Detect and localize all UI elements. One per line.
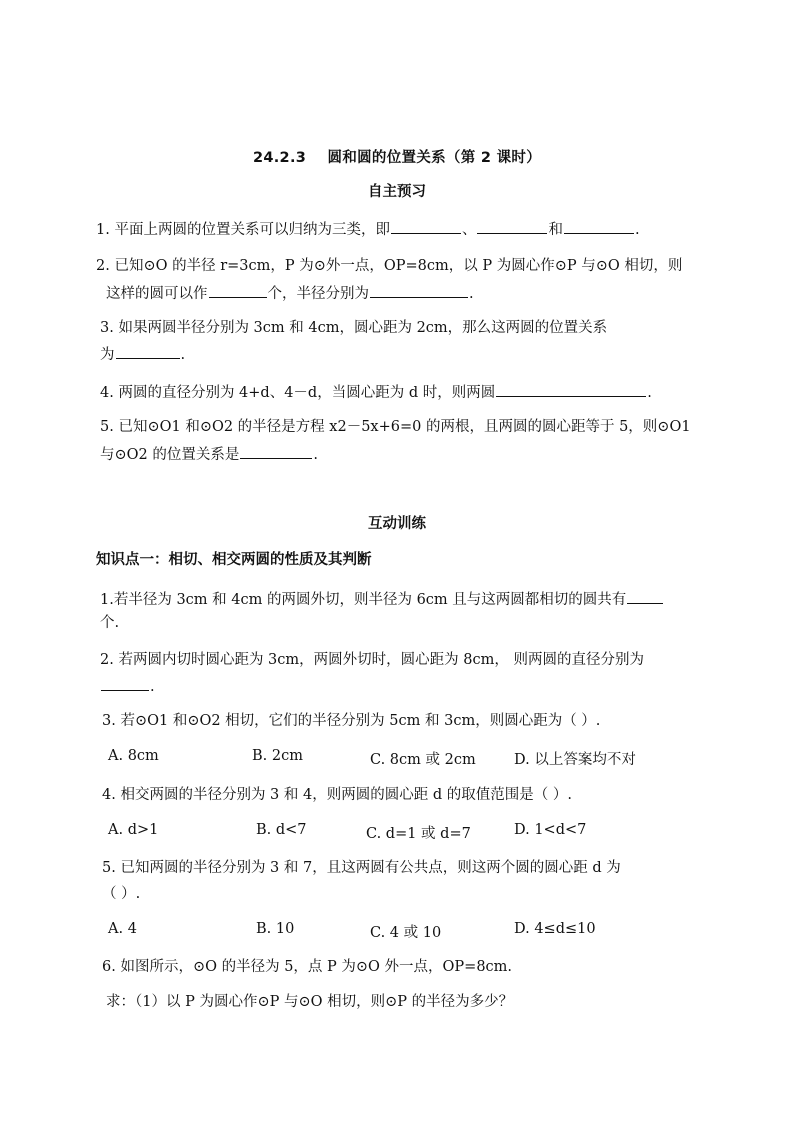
t3-option-c[interactable]: C. 8cm 或 2cm — [370, 752, 476, 768]
t5-option-c[interactable]: C. 4 或 10 — [370, 925, 442, 941]
training-t1-text-a: 1.若半径为 3cm 和 4cm 的两圆外切，则半径为 6cm 且与这两圆都相切的圆共有 — [100, 592, 627, 608]
t3-option-a[interactable]: A. 8cm — [108, 748, 159, 764]
answer-blank — [101, 675, 149, 691]
preview-q1-text: 1. 平面上两圆的位置关系可以归纳为三类，即 — [96, 222, 390, 238]
preview-q2-text-a: 2. 已知⊙O 的半径 r=3cm，P 为⊙外一点，OP=8cm，以 P 为圆心作⊙P 与⊙O 相切，则 — [96, 258, 683, 274]
training-question-2-line2: . — [100, 675, 155, 697]
preview-q3-text-a: 3. 如果两圆半径分别为 3cm 和 4cm，圆心距为 2cm，那么这两圆的位置关系 — [100, 320, 608, 336]
page-title: 24.2.3 圆和圆的位置关系（第 2 课时） — [252, 150, 542, 166]
training-question-6 — [102, 957, 512, 977]
t5-option-a[interactable]: A. 4 — [108, 921, 137, 937]
t4-option-d[interactable]: D. 1<d<7 — [514, 822, 587, 838]
answer-blank — [116, 343, 180, 359]
training-question-1-line1 — [100, 588, 664, 610]
answer-blank — [496, 381, 646, 397]
training-question-3 — [102, 711, 600, 731]
answer-blank — [391, 218, 461, 234]
training-question-2-line1 — [100, 650, 644, 670]
section-heading-preview: 自主预习 — [368, 184, 426, 200]
preview-q4-text: 4. 两圆的直径分别为 4+d、4－d，当圆心距为 d 时，则两圆 — [100, 385, 496, 401]
training-t1-text-b: 个. — [100, 615, 120, 631]
answer-blank — [627, 588, 663, 604]
answer-blank — [477, 218, 547, 234]
preview-question-1: 1. 平面上两圆的位置关系可以归纳为三类，即 、 和 . — [96, 218, 640, 240]
preview-q5-text-a: 5. 已知⊙O1 和⊙O2 的半径是方程 x2－5x+6=0 的两根，且两圆的圆心距等于 5，则⊙O1 — [100, 419, 691, 435]
preview-q2-text-b: 这样的圆可以作 — [106, 286, 208, 302]
answer-blank — [209, 282, 267, 298]
t4-option-a[interactable]: A. d>1 — [108, 822, 159, 838]
preview-question-3-line1 — [100, 318, 607, 338]
training-t6-text: 6. 如图所示，⊙O 的半径为 5，点 P 为⊙O 外一点，OP=8cm. — [102, 959, 513, 975]
training-t4-text: 4. 相交两圆的半径分别为 3 和 4，则两圆的圆心距 d 的取值范围是（ ）. — [102, 787, 572, 803]
t4-option-c[interactable]: C. d=1 或 d=7 — [366, 826, 471, 842]
training-question-5-line2 — [102, 884, 140, 904]
answer-blank — [564, 218, 634, 234]
t3-option-d[interactable]: D. 以上答案均不对 — [514, 752, 636, 768]
preview-question-2-line1 — [96, 256, 682, 276]
preview-question-5-line1 — [100, 417, 691, 437]
preview-question-4: 4. 两圆的直径分别为 4+d、4－d，当圆心距为 d 时，则两圆 . — [100, 381, 652, 403]
preview-q5-text-b: 与⊙O2 的位置关系是 — [100, 447, 240, 463]
t5-option-d[interactable]: D. 4≤d≤10 — [514, 921, 596, 937]
training-t6-question: 求：（1）以 P 为圆心作⊙P 与⊙O 相切，则⊙P 的半径为多少？ — [106, 994, 514, 1010]
preview-question-2-line2: 这样的圆可以作 个，半径分别为 . — [106, 282, 474, 304]
training-question-6-ask — [106, 992, 513, 1012]
training-question-5-line1 — [102, 858, 621, 878]
preview-question-3-line2: 为 . — [100, 343, 185, 365]
preview-q3-text-b: 为 — [100, 347, 115, 363]
training-t2-text-a: 2. 若两圆内切时圆心距为 3cm，两圆外切时，圆心距为 8cm， 则两圆的直径分别为 — [100, 652, 644, 668]
t5-option-b[interactable]: B. 10 — [256, 921, 295, 937]
section-heading-training: 互动训练 — [368, 516, 426, 532]
training-question-4 — [102, 785, 572, 805]
t3-option-b[interactable]: B. 2cm — [252, 748, 303, 764]
t4-option-b[interactable]: B. d<7 — [256, 822, 307, 838]
training-t5-text-b: （ ）. — [102, 886, 141, 902]
training-t5-text-a: 5. 已知两圆的半径分别为 3 和 7，且这两圆有公共点，则这两个圆的圆心距 d 为 — [102, 860, 621, 876]
answer-blank — [240, 443, 312, 459]
preview-question-5-line2: 与⊙O2 的位置关系是 . — [100, 443, 318, 465]
training-t3-text: 3. 若⊙O1 和⊙O2 相切，它们的半径分别为 5cm 和 3cm，则圆心距为（ ）. — [102, 713, 601, 729]
knowledge-point-heading: 知识点一：相切、相交两圆的性质及其判断 — [96, 552, 372, 568]
answer-blank — [370, 282, 468, 298]
training-question-1-line2 — [100, 613, 119, 633]
